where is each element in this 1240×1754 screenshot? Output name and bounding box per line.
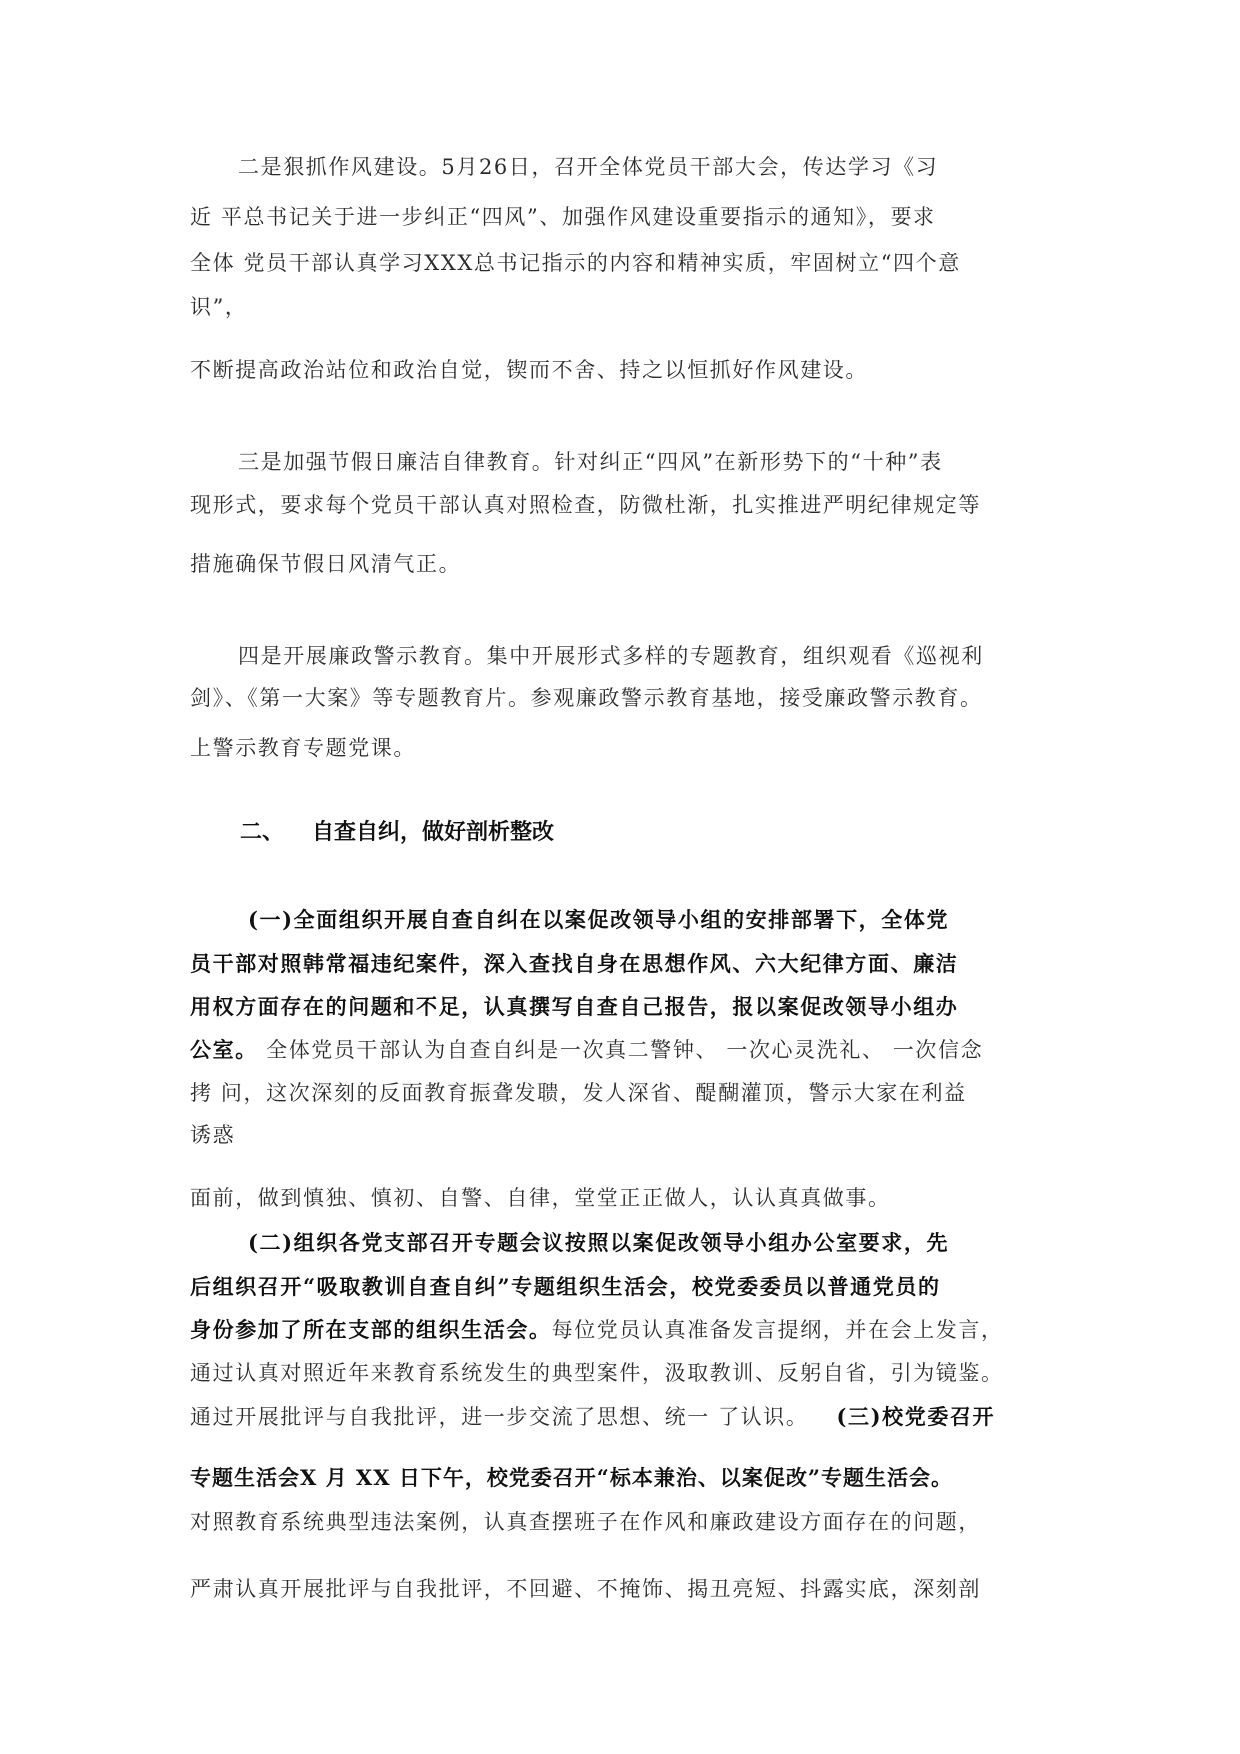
- mixed-line: [190, 1402, 1060, 1432]
- bold-line: 用权方面存在的问题和不足，认真撰写自查自己报告，报以案促改领导小组办: [190, 994, 959, 1019]
- bold-text: (三)校党委召开: [836, 1404, 996, 1429]
- paragraph-line: 诱惑: [190, 1123, 236, 1147]
- section-number: 二、: [240, 820, 285, 845]
- mixed-line: [190, 1315, 1060, 1345]
- bold-line: 专题生活会X 月 XX 日下午，校党委召开“标本兼治、以案促改”专题生活会。: [190, 1465, 953, 1490]
- paragraph-line: 四是开展廉政警示教育。集中开展形式多样的专题教育，组织观看《巡视利: [238, 644, 984, 668]
- paragraph-line: 通过认真对照近年来教育系统发生的典型案件，汲取教训、反躬自省，引为镜鉴。: [190, 1361, 1004, 1385]
- bold-text: 公室。: [190, 1037, 258, 1062]
- paragraph-line: 严肃认真开展批评与自我批评，不回避、不掩饰、揭丑亮短、抖露实底，深刻剖: [190, 1577, 981, 1601]
- paragraph-line: 二是狠抓作风建设。5月26日，召开全体党员干部大会，传达学习《习: [238, 155, 939, 179]
- bold-line: (一)全面组织开展自查自纠在以案促改领导小组的安排部署下，全体党: [248, 907, 950, 932]
- plain-text: 全体党员干部认为自查自纠是一次真二警钟、 一次心灵洗礼、 一次信念: [257, 1038, 984, 1062]
- paragraph-line: 措施确保节假日风清气正。: [190, 552, 462, 576]
- paragraph-line: 不断提高政治站位和政治自觉，锲而不舍、持之以恒抓好作风建设。: [190, 358, 868, 382]
- section-heading: [240, 818, 554, 848]
- plain-text: 每位党员认真准备发言提纲，并在会上发言，: [551, 1318, 1004, 1342]
- paragraph-line: 三是加强节假日廉洁自律教育。针对纠正“四风”在新形势下的“十种”表: [238, 450, 943, 474]
- paragraph-line: 上警示教育专题党课。: [190, 736, 416, 760]
- mixed-line: [190, 1035, 1060, 1065]
- paragraph-line: 面前，做到慎独、慎初、自警、自律，堂堂正正做人，认认真真做事。: [190, 1186, 891, 1210]
- paragraph-line: 拷 问，这次深刻的反面教育振聋发聩，发人深省、醍醐灌顶，警示大家在利益: [190, 1081, 967, 1105]
- paragraph-line: 现形式，要求每个党员干部认真对照检查，防微杜渐，扎实推进严明纪律规定等: [190, 493, 981, 517]
- paragraph-line: 剑》、《第一大案》等专题教育片。参观廉政警示教育基地，接受廉政警示教育。: [190, 686, 983, 710]
- paragraph-line: 对照教育系统典型违法案例，认真查摆班子在作风和廉政建设方面存在的问题，: [190, 1510, 981, 1534]
- section-title: 自查自纠，做好剖析整改: [312, 820, 555, 845]
- bold-text: 身份参加了所在支部的组织生活会。: [190, 1317, 552, 1342]
- paragraph-line: 全体 党员干部认真学习XXX总书记指示的内容和精神实质，牢固树立“四个意: [190, 251, 961, 275]
- paragraph-line: 识”，: [190, 295, 248, 319]
- bold-line: 后组织召开“吸取教训自查自纠”专题组织生活会，校党委委员以普通党员的: [190, 1274, 941, 1299]
- bold-line: (二)组织各党支部召开专题会议按照以案促改领导小组办公室要求，先: [248, 1230, 950, 1255]
- bold-line: 员干部对照韩常福违纪案件，深入查找自身在思想作风、六大纪律方面、廉洁: [190, 951, 959, 976]
- paragraph-line: 近 平总书记关于进一步纠正“四风”、加强作风建设重要指示的通知》，要求: [190, 205, 936, 229]
- plain-text: 通过开展批评与自我批评，进一步交流了思想、统一 了认识。: [190, 1405, 809, 1429]
